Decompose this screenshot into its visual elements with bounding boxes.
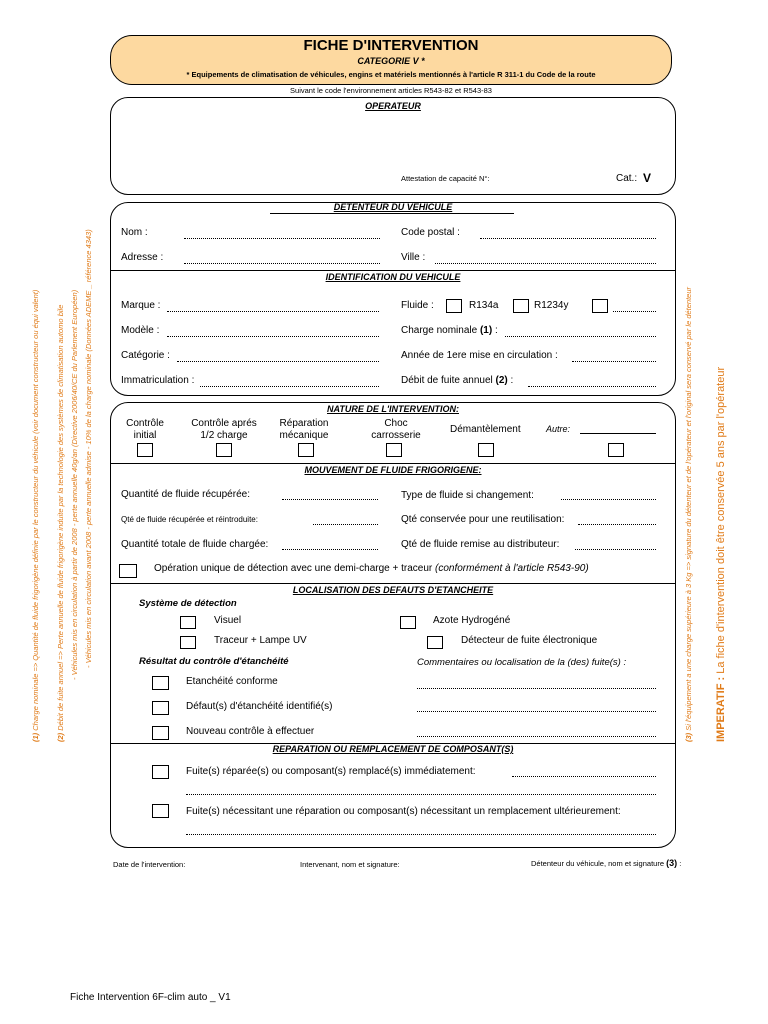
imperatif-note — [715, 367, 727, 742]
systeme-detection-heading: Système de détection — [139, 598, 237, 609]
localisation-divider — [110, 583, 676, 584]
mouvement-heading: MOUVEMENT DE FLUIDE FRIGORIGENE: — [304, 465, 482, 475]
note2-a: - Véhicules mis en circulation à partir de 2008 - perte annuelle 40g/an (Directive 2006/40/CE du Parlement Européen) — [70, 289, 79, 680]
debit-fuite-label — [401, 375, 513, 386]
etancheite-conforme-label: Etanchéité conforme — [186, 676, 278, 687]
categorie-label: Catégorie : — [121, 350, 170, 361]
etancheite-conforme-checkbox[interactable] — [152, 676, 169, 690]
fuites-reparees-field[interactable] — [512, 776, 656, 777]
resultat-heading: Résultat du contrôle d'étanchéité — [139, 656, 289, 667]
r134a-checkbox[interactable] — [446, 299, 462, 313]
controle-apres-label — [182, 418, 266, 442]
note1 — [31, 290, 40, 742]
azote-checkbox[interactable] — [400, 616, 416, 629]
traceur-label: Traceur + Lampe UV — [214, 635, 307, 646]
nouveau-controle-label: Nouveau contrôle à effectuer — [186, 726, 315, 737]
detecteur-checkbox[interactable] — [427, 636, 443, 649]
annee-label: Année de 1ere mise en circulation : — [401, 350, 558, 361]
reparation-mecanique-checkbox[interactable] — [298, 443, 314, 457]
qte-recuperee-field[interactable] — [282, 499, 378, 500]
operation-unique-label — [154, 563, 589, 574]
controle-apres-checkbox[interactable] — [216, 443, 232, 457]
qte-recuperee-label: Quantité de fluide récupérée: — [121, 489, 250, 500]
reparation-mecanique-line1: Réparation — [279, 418, 329, 429]
date-intervention-label: Date de l'intervention: — [113, 860, 186, 869]
note2-ref: (2) — [56, 732, 65, 742]
adresse-label: Adresse : — [121, 252, 164, 263]
imperatif-label: IMPERATIF : — [715, 676, 727, 742]
debit-fuite-text: Débit de fuite annuel — [401, 375, 493, 386]
marque-field[interactable] — [167, 311, 379, 312]
code-reference: Suivant le code l'environnement articles R543-82 et R543-83 — [290, 86, 492, 95]
qte-totale-field[interactable] — [282, 549, 378, 550]
header-subtitle: * Equipements de climatisation de véhicules, engins et matériels mentionnés à l'article R 311-1 du Code de la route — [186, 70, 596, 79]
nature-heading: NATURE DE L'INTERVENTION: — [327, 404, 459, 414]
annee-field[interactable] — [572, 361, 656, 362]
modele-label: Modèle : — [121, 325, 160, 336]
detenteur-signature-text: Détenteur du véhicule, nom et signature — [531, 859, 664, 868]
commentaires-line-3[interactable] — [417, 736, 656, 737]
commentaires-line-2[interactable] — [417, 711, 656, 712]
fuites-reparees-field-2[interactable] — [186, 794, 656, 795]
defauts-checkbox[interactable] — [152, 701, 169, 715]
qte-conservee-label: Qté conservée pour une reutilisation: — [401, 514, 565, 525]
qte-distributeur-label: Qté de fluide remise au distributeur: — [401, 539, 560, 550]
charge-nominale-text: Charge nominale — [401, 325, 478, 336]
note1-text: Charge nominale => Quantité de fluide frigorigène définie par le constructeur du véhicule (voir document constructeur ou équi valent) — [31, 289, 40, 731]
detecteur-label: Détecteur de fuite électronique — [461, 635, 598, 646]
r134a-label: R134a — [469, 300, 499, 311]
defauts-label: Défaut(s) d'étanchéité identifié(s) — [186, 701, 333, 712]
controle-initial-checkbox[interactable] — [137, 443, 153, 457]
detenteur-heading: DETENTEUR DU VEHICULE — [333, 202, 453, 212]
controle-initial-line2: initial — [133, 430, 157, 441]
reparation-mecanique-line2: mécanique — [279, 430, 329, 441]
note2-b: - Véhicules mis en circulation avant 2008 - perte annuelle admise - 10% de la charge nominale (Données ADEME _ référence 4343) — [84, 229, 93, 668]
note1-ref: (1) — [31, 732, 40, 742]
identification-heading: IDENTIFICATION DU VEHICULE — [325, 272, 461, 282]
page-title: FICHE D'INTERVENTION — [303, 37, 479, 54]
operation-unique-checkbox[interactable] — [119, 564, 137, 578]
r1234y-label: R1234y — [534, 300, 569, 311]
nom-field[interactable] — [184, 238, 380, 239]
operateur-box — [110, 97, 676, 195]
attestation-label: Attestation de capacité N°: — [401, 174, 490, 183]
autre-label: Autre: — [546, 424, 571, 434]
immatriculation-field[interactable] — [200, 386, 379, 387]
marque-label: Marque : — [121, 300, 161, 311]
autre-fluide-checkbox[interactable] — [592, 299, 608, 313]
debit-fuite-field[interactable] — [528, 386, 656, 387]
choc-carrosserie-line2: carrosserie — [371, 430, 421, 441]
charge-nominale-field[interactable] — [505, 336, 656, 337]
footer-text: Fiche Intervention 6F-clim auto _ V1 — [70, 992, 231, 1003]
note3-text: Si l'équipement a une charge supérieure à 3 Kg => signature du détenteur et de l'opérateur et l'original sera conservé par le détenteur — [684, 286, 693, 731]
identification-divider — [110, 270, 676, 271]
code-postal-label: Code postal : — [401, 227, 460, 238]
controle-initial-line1: Contrôle — [126, 418, 164, 429]
fuites-necessitant-checkbox[interactable] — [152, 804, 169, 818]
qte-reintroduite-label: Qté de fluide récupérée et réintroduite: — [121, 515, 258, 524]
commentaires-label: Commentaires ou localisation de la (des) fuite(s) : — [417, 657, 627, 668]
type-fluide-field[interactable] — [561, 499, 656, 500]
fuites-reparees-label: Fuite(s) réparée(s) ou composant(s) remplacé(s) immédiatement: — [186, 766, 476, 777]
controle-initial-label — [113, 418, 177, 442]
nouveau-controle-checkbox[interactable] — [152, 726, 169, 740]
visuel-label: Visuel — [214, 615, 242, 626]
traceur-checkbox[interactable] — [180, 636, 196, 649]
choc-carrosserie-line1: Choc — [384, 418, 408, 429]
detenteur-signature-label — [531, 858, 681, 868]
qte-reintroduite-field[interactable] — [313, 524, 378, 525]
note2 — [56, 305, 65, 742]
qte-totale-label: Quantité totale de fluide chargée: — [121, 539, 269, 550]
cat-value: V — [643, 171, 652, 185]
fluide-label: Fluide : — [401, 300, 434, 311]
visuel-checkbox[interactable] — [180, 616, 196, 629]
debit-fuite-ref: (2) — [495, 375, 508, 386]
localisation-heading: LOCALISATION DES DEFAUTS D'ETANCHEITE — [292, 585, 494, 595]
choc-carrosserie-checkbox[interactable] — [386, 443, 402, 457]
charge-nominale-label — [401, 325, 498, 336]
modele-field[interactable] — [167, 336, 379, 337]
detenteur-heading-rule — [270, 213, 514, 214]
operation-unique-text: Opération unique de détection avec une demi-charge + traceur — [154, 563, 433, 574]
detenteur-signature-ref: (3) — [666, 858, 678, 868]
intervenant-label: Intervenant, nom et signature: — [300, 860, 400, 869]
controle-apres-line2: 1/2 charge — [200, 430, 248, 441]
operation-unique-ref: (conformément à l'article R543-90) — [435, 563, 589, 574]
azote-label: Azote Hydrogéné — [433, 615, 511, 626]
imperatif-text: La fiche d'intervention doit être conservée 5 ans par l'opérateur — [715, 366, 727, 674]
autre-fluide-field[interactable] — [613, 311, 656, 312]
debit-fuite-colon: : — [510, 375, 514, 386]
code-postal-field[interactable] — [480, 238, 656, 239]
reparation-mecanique-label — [268, 418, 340, 442]
autre-field[interactable] — [580, 433, 656, 434]
immatriculation-label: Immatriculation : — [121, 375, 195, 386]
commentaires-line-1[interactable] — [417, 688, 656, 689]
operateur-heading: OPERATEUR — [365, 101, 421, 111]
category-label: CATEGORIE V * — [357, 56, 425, 66]
ville-label: Ville : — [401, 252, 426, 263]
detenteur-signature-colon: : — [679, 859, 682, 868]
autre-checkbox[interactable] — [608, 443, 624, 457]
type-fluide-label: Type de fluide si changement: — [401, 490, 534, 501]
ville-field[interactable] — [435, 263, 656, 264]
choc-carrosserie-label — [360, 418, 432, 442]
qte-conservee-field[interactable] — [578, 524, 656, 525]
demantelement-label: Démantèlement — [450, 424, 521, 435]
fuites-necessitant-label: Fuite(s) nécessitant une réparation ou composant(s) nécessitant un remplacement ultérieurement: — [186, 806, 621, 817]
demantelement-checkbox[interactable] — [478, 443, 494, 457]
note3 — [684, 287, 693, 742]
fuites-necessitant-field[interactable] — [186, 834, 656, 835]
note2-text: Débit de fuite annuel => Perte annuelle de fluide frigorigène induite par la technologie des systèmes de climatisation automo bile — [56, 304, 65, 731]
note3-ref: (3) — [684, 732, 693, 742]
categorie-field[interactable] — [177, 361, 379, 362]
cat-label: Cat.: — [616, 173, 638, 184]
reparation-heading: REPARATION OU REMPLACEMENT DE COMPOSANT(S) — [272, 744, 514, 754]
charge-nominale-ref: (1) — [479, 325, 493, 336]
qte-distributeur-field[interactable] — [575, 549, 656, 550]
fuites-reparees-checkbox[interactable] — [152, 765, 169, 779]
nom-label: Nom : — [121, 227, 148, 238]
r1234y-checkbox[interactable] — [513, 299, 529, 313]
adresse-field[interactable] — [184, 263, 380, 264]
controle-apres-line1: Contrôle aprés — [191, 418, 257, 429]
mouvement-divider — [110, 463, 676, 464]
charge-nominale-colon: : — [494, 325, 498, 336]
